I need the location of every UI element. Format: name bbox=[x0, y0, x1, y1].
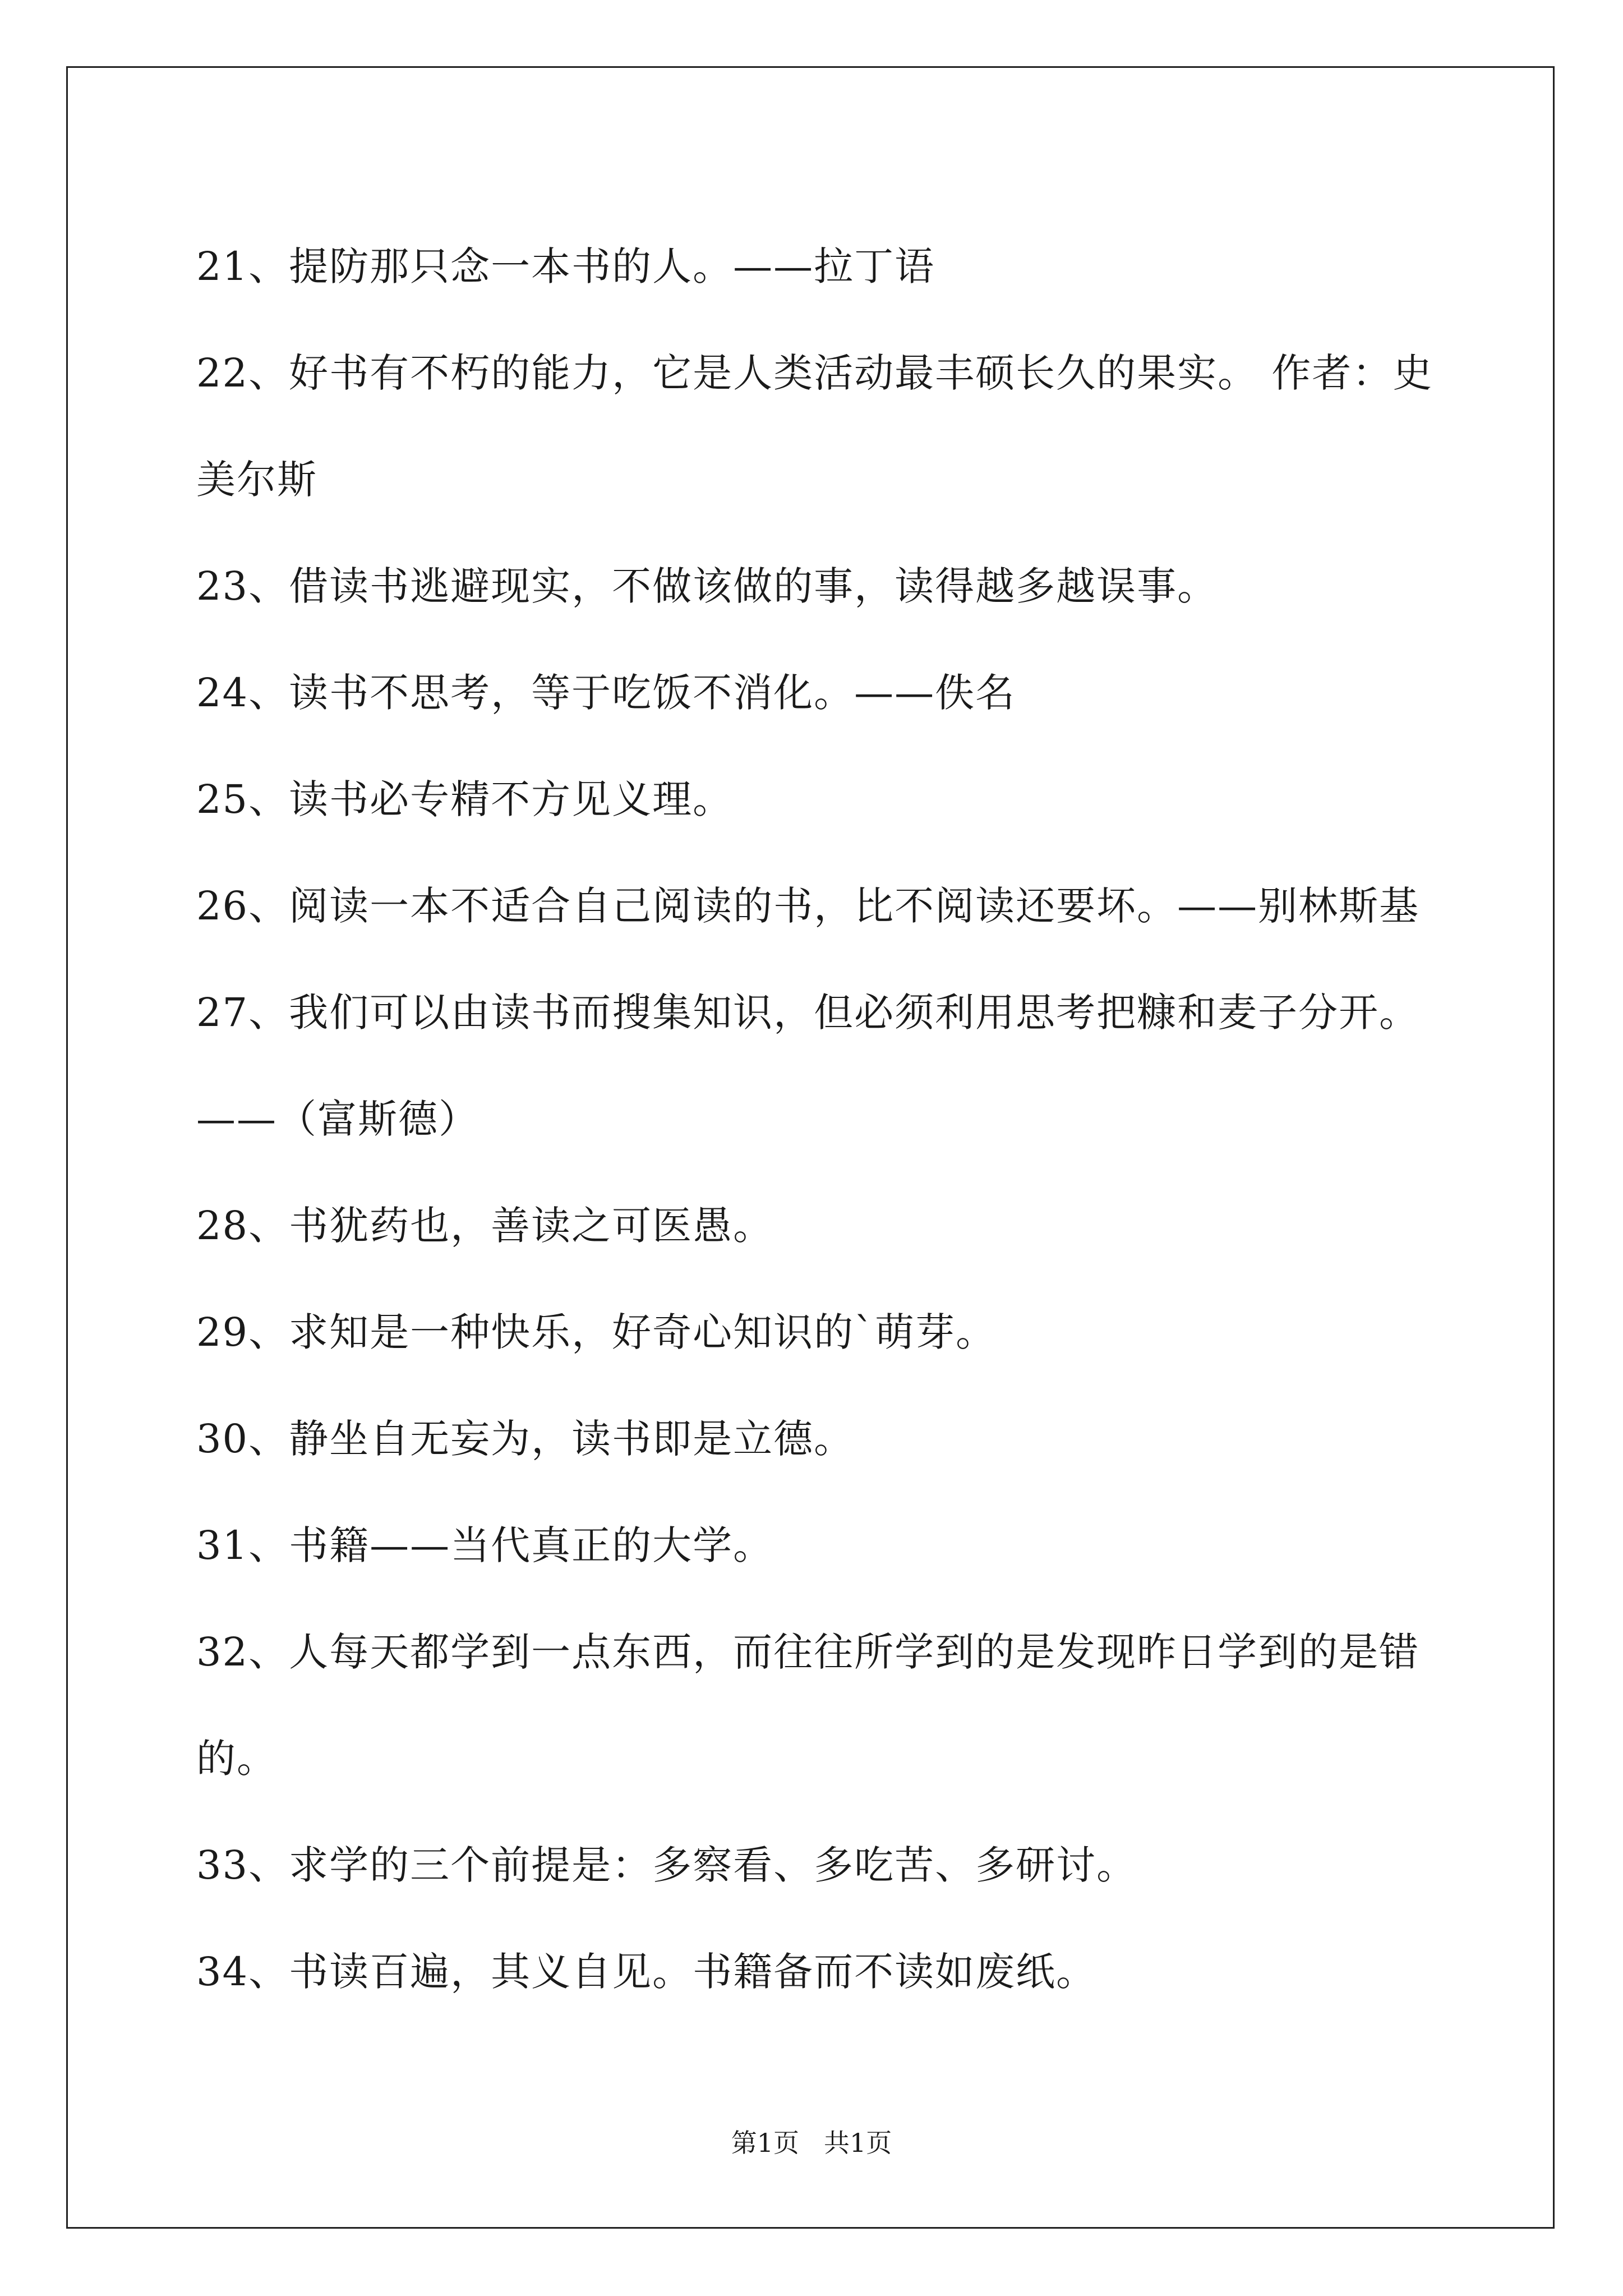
text-line: 美尔斯 bbox=[196, 457, 317, 503]
text-line: 27、我们可以由读书而搜集知识，但必须利用思考把糠和麦子分开。 bbox=[196, 990, 1420, 1036]
footer-separator bbox=[799, 2128, 824, 2158]
page-footer bbox=[0, 2126, 1623, 2160]
text-line: 28、书犹药也，善读之可医愚。 bbox=[196, 1203, 774, 1249]
text-line: 31、书籍——当代真正的大学。 bbox=[196, 1522, 774, 1568]
text-line: 30、静坐自无妄为，读书即是立德。 bbox=[196, 1416, 855, 1462]
document-body bbox=[196, 213, 1458, 2025]
text-line: 22、好书有不朽的能力，它是人类活动最丰硕长久的果实。 作者：史 bbox=[196, 350, 1433, 396]
page-number: 第1页 bbox=[731, 2128, 800, 2158]
text-line: 25、读书必专精不方见义理。 bbox=[196, 776, 734, 822]
text-line: 的。 bbox=[196, 1736, 277, 1782]
text-line: ——（富斯德） bbox=[196, 1096, 479, 1142]
text-line: 32、人每天都学到一点东西，而往往所学到的是发现昨日学到的是错 bbox=[196, 1629, 1420, 1675]
text-line: 34、书读百遍，其义自见。书籍备而不读如废纸。 bbox=[196, 1949, 1097, 1995]
text-line: 26、阅读一本不适合自己阅读的书，比不阅读还要坏。——别林斯基 bbox=[196, 883, 1420, 929]
text-line: 23、借读书逃避现实，不做该做的事，读得越多越误事。 bbox=[196, 563, 1218, 609]
text-line: 29、求知是一种快乐，好奇心知识的`萌芽。 bbox=[196, 1309, 997, 1355]
page-total: 共1页 bbox=[823, 2128, 892, 2158]
text-line: 33、求学的三个前提是：多察看、多吃苦、多研讨。 bbox=[196, 1842, 1137, 1888]
text-line: 21、提防那只念一本书的人。——拉丁语 bbox=[196, 243, 935, 289]
text-line: 24、读书不思考，等于吃饭不消化。——佚名 bbox=[196, 670, 1016, 716]
